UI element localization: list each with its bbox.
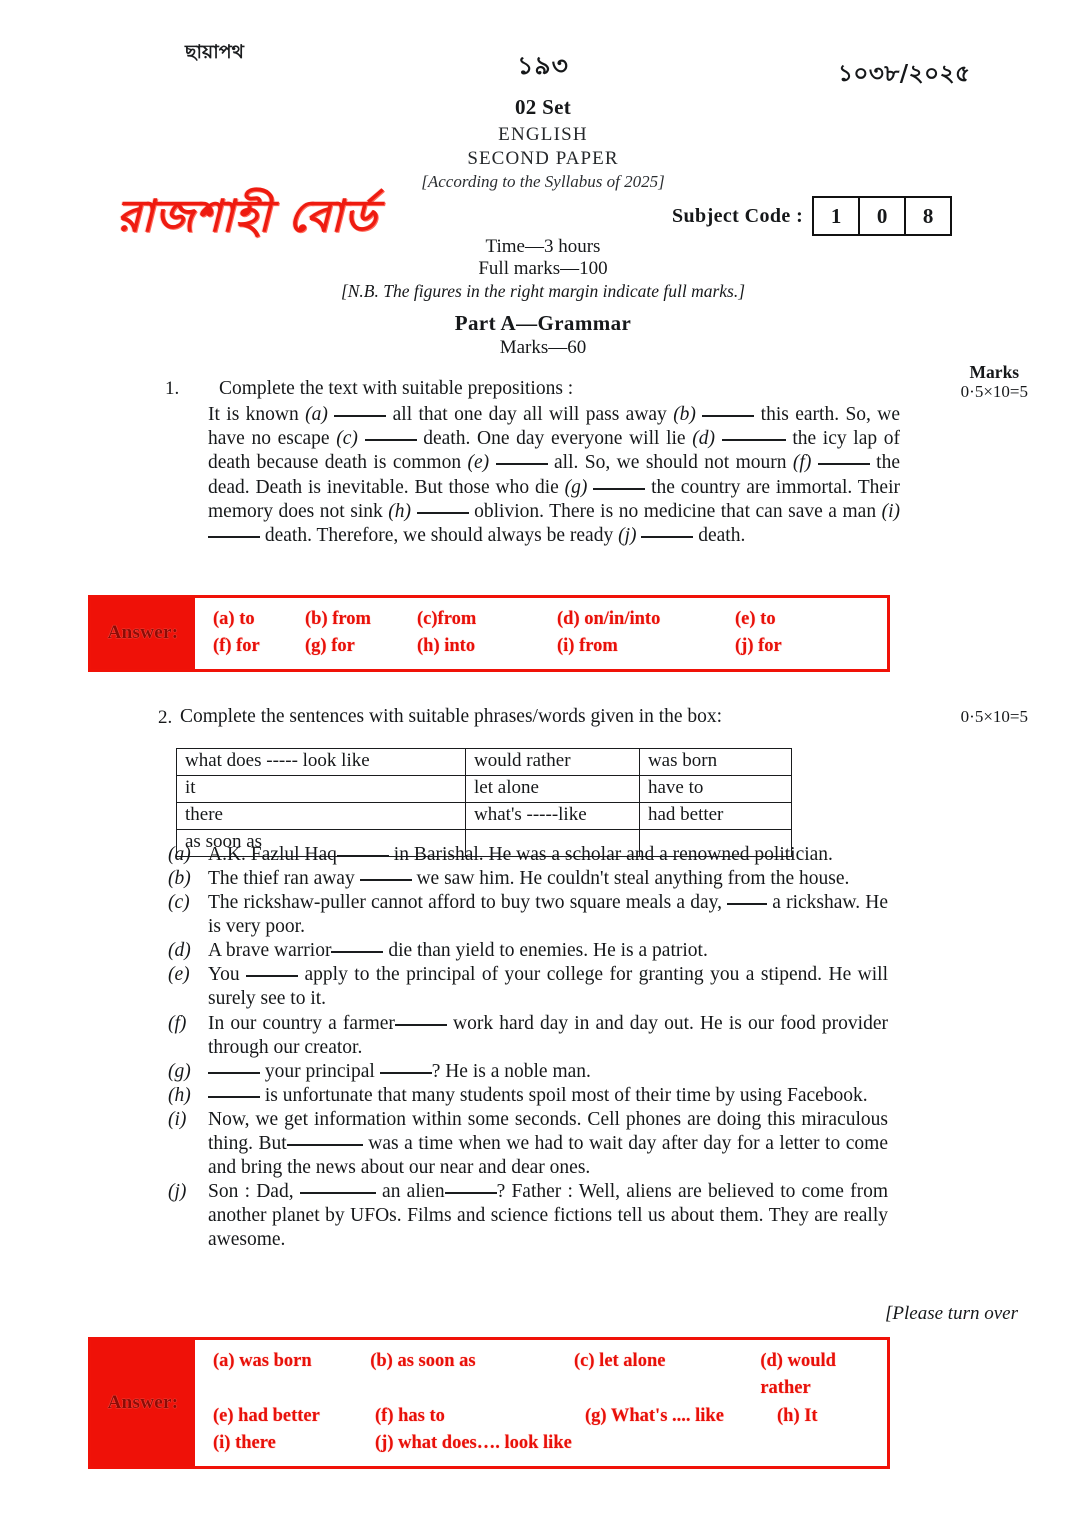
answer-cell: (a) to <box>213 609 255 629</box>
blank-line <box>208 1096 260 1098</box>
word-cell: had better <box>639 803 791 830</box>
blank-line <box>287 1144 363 1146</box>
subject-code-digit: 0 <box>860 198 906 234</box>
answer-cell: (f) has to <box>375 1405 445 1426</box>
subject-code-boxes <box>812 196 952 236</box>
blank-label: (e) <box>467 452 490 474</box>
blank-line <box>300 1192 376 1194</box>
word-cell: what's -----like <box>466 803 640 830</box>
exam-time: Time—3 hours <box>485 236 601 257</box>
part-marks: Marks—60 <box>499 337 587 358</box>
blank-label: (i) <box>881 500 901 522</box>
blank-label: (g) <box>564 476 588 498</box>
marks-margin-q1 <box>961 362 1028 402</box>
answer-cell: (j) what does…. look like <box>375 1433 572 1454</box>
answer-cell: (h) It <box>777 1405 818 1426</box>
item-fragment: your principal <box>260 1060 380 1082</box>
passage-fragment: death. One day everyone will lie <box>416 428 693 450</box>
blank-label: (a) <box>305 404 328 425</box>
item-fragment: a rickshaw. He is very poor. <box>208 892 888 938</box>
item-text <box>208 1060 888 1084</box>
board-name: রাজশাহী বোর্ড <box>116 191 378 242</box>
marks-value-q1: 0·5×10=5 <box>960 382 1028 402</box>
answer-cell: (d) would rather <box>760 1351 836 1399</box>
blank-line <box>334 415 386 417</box>
list-item <box>168 1060 888 1084</box>
blank-line <box>702 415 754 417</box>
question-2-number: 2. <box>158 707 173 728</box>
answer-row <box>213 633 887 660</box>
item-text <box>208 1084 888 1108</box>
list-item <box>168 843 888 867</box>
question-1-number: 1. <box>165 378 180 399</box>
answer-cell: (h) into <box>417 636 476 657</box>
item-fragment: A.K. Fazlul Haq <box>208 844 337 865</box>
blank-line <box>818 463 870 465</box>
word-cell: let alone <box>466 776 640 803</box>
passage-fragment: death. <box>693 524 746 546</box>
item-fragment: work hard day in and day out. He is our food provider through our creator. <box>208 1012 888 1058</box>
blank-line <box>395 1024 447 1026</box>
item-fragment: Now, we get information within some seconds. Cell phones are doing this miraculous thing. But <box>208 1108 888 1154</box>
blank-line <box>417 512 469 514</box>
item-text <box>208 1180 888 1252</box>
item-fragment: apply to the principal of your college for granting you a stipend. He will surely see to it. <box>208 964 888 1010</box>
item-text <box>208 1108 888 1180</box>
list-item <box>168 867 888 891</box>
blank-label: (j) <box>618 524 637 546</box>
list-item <box>168 1012 888 1060</box>
paper-kind: SECOND PAPER <box>467 148 619 169</box>
word-cell: it <box>177 776 466 803</box>
nb-note: [N.B. The figures in the right margin indicate full marks.] <box>340 281 746 301</box>
item-label: (f) <box>168 1012 187 1034</box>
item-fragment: an alien <box>375 1181 445 1203</box>
item-fragment: In our country a farmer <box>208 1012 395 1034</box>
passage-fragment: all that one day all will pass away <box>386 404 674 425</box>
item-fragment: ? He is a noble man. <box>431 1060 591 1082</box>
answer-cell: (c)from <box>417 609 477 629</box>
answer-row <box>213 1430 887 1457</box>
blank-line <box>445 1192 497 1194</box>
marks-heading: Marks <box>969 362 1020 382</box>
list-item <box>168 939 888 963</box>
answer-box-2-body <box>195 1340 887 1466</box>
page-number: ১৯৩ <box>517 51 569 80</box>
answer-row <box>213 606 887 633</box>
item-text <box>208 843 888 867</box>
item-text <box>208 963 888 1011</box>
syllabus-note: [According to the Syllabus of 2025] <box>421 172 665 191</box>
blank-line <box>360 879 412 881</box>
list-item <box>168 1180 888 1252</box>
answer-cell: (b) from <box>305 609 371 629</box>
blank-line <box>593 488 645 490</box>
subject-code-digit: 1 <box>814 198 860 234</box>
blank-line <box>496 463 548 465</box>
item-fragment: we saw him. He couldn't steal anything from the house. <box>411 868 850 890</box>
answer-box-1 <box>88 595 890 672</box>
marks-value-q2: 0·5×10=5 <box>960 707 1028 726</box>
answer-box-1-body <box>195 598 887 669</box>
item-fragment: The rickshaw-puller cannot afford to buy two square meals a day, <box>208 892 728 914</box>
word-cell: what does ----- look like <box>177 749 466 776</box>
answer-label: Answer: <box>91 1340 195 1466</box>
item-label: (j) <box>168 1181 187 1203</box>
turn-over-note: [Please turn over <box>885 1303 1018 1324</box>
passage-fragment: the country are immortal. Their memory does not sink <box>208 476 900 522</box>
blank-line <box>380 1072 432 1074</box>
item-text <box>208 1012 888 1060</box>
blank-label: (b) <box>673 404 696 425</box>
answer-cell: (f) for <box>213 636 260 657</box>
item-label: (b) <box>168 868 191 890</box>
item-label: (a) <box>168 844 191 865</box>
list-item <box>168 891 888 939</box>
answer-cell: (g) for <box>305 636 355 657</box>
answer-cell: (d) on/in/into <box>557 609 661 629</box>
item-fragment: The thief ran away <box>208 868 360 890</box>
subject-code-label: Subject Code : <box>672 204 804 227</box>
answer-cell: (a) was born <box>213 1351 312 1371</box>
list-item <box>168 1108 888 1180</box>
blank-line <box>208 1072 260 1074</box>
word-bank-table <box>176 748 792 857</box>
answer-cell: (c) let alone <box>574 1351 666 1371</box>
word-cell: was born <box>639 749 791 776</box>
blank-line <box>365 439 417 441</box>
answer-cell: (e) had better <box>213 1405 320 1426</box>
answer-label: Answer: <box>91 598 195 669</box>
table-row <box>177 749 792 776</box>
item-fragment: A brave warrior <box>208 940 332 962</box>
blank-line <box>727 903 767 905</box>
answer-cell: (i) from <box>557 636 618 657</box>
passage-fragment: oblivion. There is no medicine that can save a man <box>468 500 882 522</box>
blank-line <box>641 536 693 538</box>
answer-row <box>213 1348 887 1403</box>
subject-code-digit: 8 <box>922 204 934 228</box>
blank-line <box>722 439 786 441</box>
subject-code-group <box>672 196 952 236</box>
blank-line <box>246 975 298 977</box>
item-label: (g) <box>168 1060 191 1082</box>
answer-cell: (b) as soon as <box>370 1351 476 1371</box>
set-label: 02 Set <box>514 95 572 119</box>
question-1-stem: Complete the text with suitable prepositions : <box>219 378 574 399</box>
blank-line <box>208 536 260 538</box>
word-cell: there <box>177 803 466 830</box>
item-label: (d) <box>168 940 191 962</box>
blank-label: (f) <box>792 452 812 474</box>
answer-row <box>213 1403 887 1430</box>
word-cell: have to <box>639 776 791 803</box>
full-marks: Full marks—100 <box>478 258 608 279</box>
blank-line <box>337 855 389 857</box>
passage-fragment: It is known <box>208 404 306 425</box>
item-fragment: die than yield to enemies. He is a patriot. <box>383 940 708 962</box>
item-label: (e) <box>168 964 190 986</box>
blank-label: (h) <box>388 500 412 522</box>
item-fragment: ? Father : Well, aliens are believed to come from another planet by UFOs. Films and science fictions tell us about them. They are really awesome. <box>208 1181 889 1251</box>
paper-number: ১০৩৮/২০২৫ <box>838 61 971 87</box>
item-text <box>208 891 888 939</box>
item-text <box>208 939 888 963</box>
answer-cell: (g) What's .... like <box>585 1405 724 1426</box>
word-cell: would rather <box>466 749 640 776</box>
question-1-passage <box>208 403 900 548</box>
passage-fragment: the icy lap of death because death is common <box>208 428 901 474</box>
answer-cell <box>585 1430 777 1457</box>
passage-fragment: all. So, we should not mourn <box>547 452 793 474</box>
passage-fragment: this earth. So, we have no escape <box>208 404 901 450</box>
blank-line <box>331 951 383 953</box>
blank-label: (d) <box>692 428 715 450</box>
question-2-items <box>168 843 888 1252</box>
item-label: (h) <box>168 1084 191 1106</box>
subject-title: ENGLISH <box>498 124 588 145</box>
item-label: (c) <box>168 892 190 914</box>
blank-label: (c) <box>336 428 358 450</box>
item-label: (i) <box>168 1108 187 1130</box>
part-title: Part A—Grammar <box>454 311 632 335</box>
table-row <box>177 776 792 803</box>
item-fragment: was a time when we had to wait day after day for a letter to come and bring the news about our near and dear ones. <box>208 1132 888 1179</box>
answer-cell: (e) to <box>735 609 776 629</box>
passage-fragment: the dead. Death is inevitable. But those who die <box>208 452 900 498</box>
item-text <box>208 867 888 891</box>
table-row <box>177 803 792 830</box>
item-fragment: in Barishal. He was a scholar and a renowned politician. <box>388 844 833 865</box>
answer-box-2 <box>88 1337 890 1469</box>
publisher-watermark: ছায়াপথ <box>185 41 244 63</box>
list-item <box>168 963 888 1011</box>
word-cell: as soon as <box>177 830 466 857</box>
question-2-stem: Complete the sentences with suitable phrases/words given in the box: <box>180 706 723 727</box>
passage-fragment: death. Therefore, we should always be ready <box>260 524 619 546</box>
list-item <box>168 1084 888 1108</box>
item-fragment: is unfortunate that many students spoil most of their time by using Facebook. <box>260 1084 868 1106</box>
answer-cell: (i) there <box>213 1433 276 1454</box>
answer-cell: (j) for <box>735 636 782 657</box>
marks-margin-q2 <box>961 707 1028 727</box>
item-fragment: You <box>208 964 247 986</box>
item-fragment: Son : Dad, <box>208 1181 300 1203</box>
